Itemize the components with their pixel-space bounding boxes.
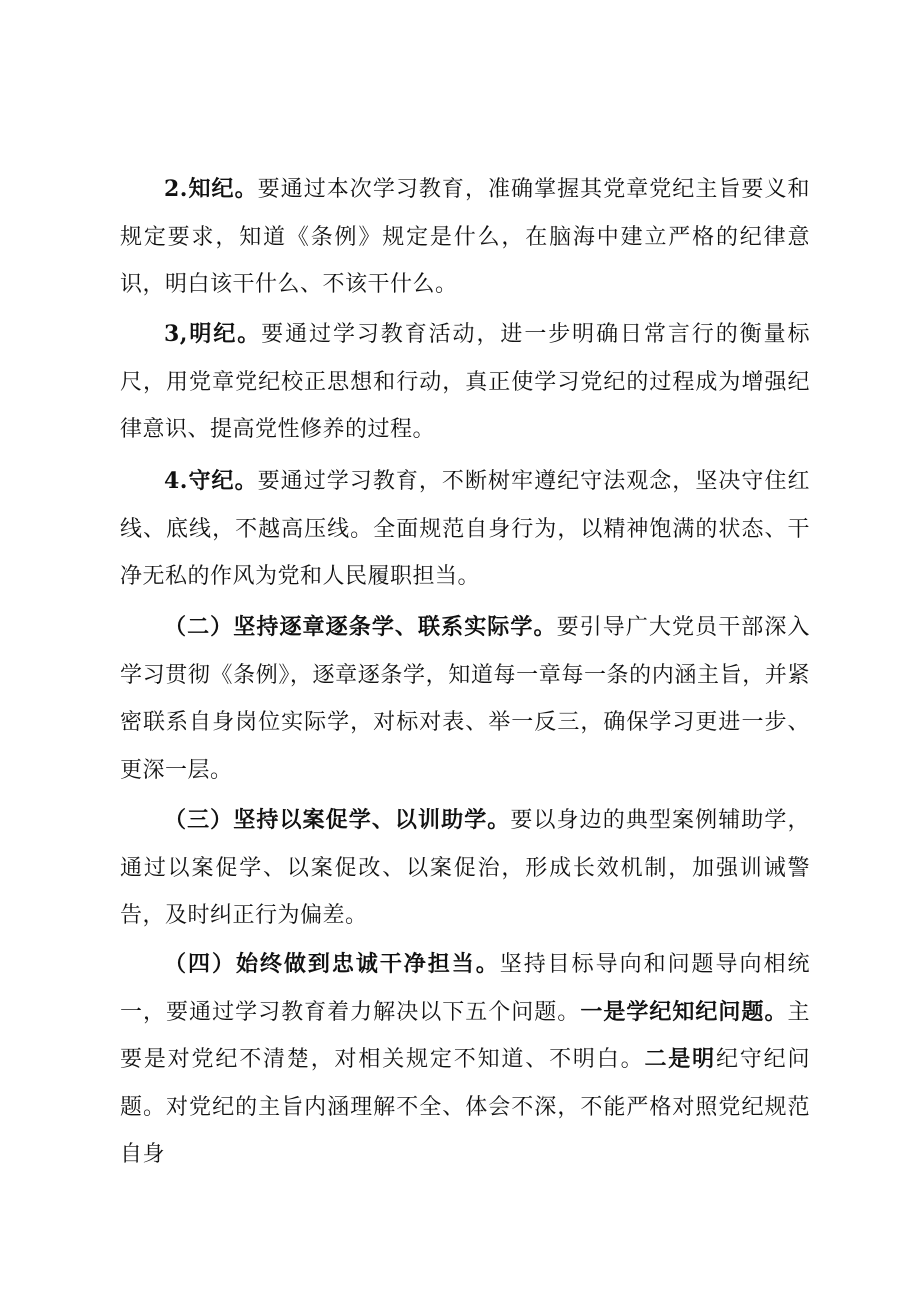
section-heading: （二）坚持逐章逐条学、联系实际学。 bbox=[164, 614, 557, 640]
paragraph-section-three bbox=[120, 797, 810, 940]
paragraph-understand-discipline bbox=[120, 311, 810, 454]
paragraph-text: 要通过本次学习教育，准确掌握其党章党纪主旨要义和规定要求，知道《条例》规定是什么，在脑海中建立严格的纪律意识，明白该干什么、不该干什么。 bbox=[120, 177, 810, 297]
paragraph-text: 要引导广大党员干部深入学习贯彻《条例》，逐章逐条学，知道每一章每一条的内涵主旨，并紧密联系自身岗位实际学，对标对表、举一反三，确保学习更进一步、更深一层。 bbox=[120, 615, 810, 783]
paragraph-text: 主要是对党纪不清楚，对相关规定不知道、不明白。 bbox=[120, 999, 810, 1072]
problem-one-heading: 一是学纪知纪问题。 bbox=[580, 998, 788, 1025]
paragraph-text: 要以身边的典型案例辅助学，通过以案促学、以案促改、以案促治，形成长效机制，加强训诫警告，及时纠正行为偏差。 bbox=[120, 808, 810, 928]
problem-two-heading: 二是明 bbox=[644, 1046, 716, 1072]
paragraph-section-two bbox=[120, 604, 810, 794]
paragraph-text: 纪守纪问题。对党纪的主旨内涵理解不全、体会不深，不能严格对照党纪规范自身 bbox=[120, 1047, 810, 1167]
paragraph-know-discipline bbox=[120, 166, 810, 309]
section-heading: （三）坚持以案促学、以训助学。 bbox=[164, 807, 511, 833]
paragraph-text: 要通过学习教育活动，进一步明确日常言行的衡量标尺，用党章党纪校正思想和行动，真正使学习党纪的过程成为增强纪律意识、提高党性修养的过程。 bbox=[120, 322, 810, 442]
paragraph-lead: 4.守纪。 bbox=[164, 468, 258, 494]
paragraph-keep-discipline bbox=[120, 458, 810, 601]
paragraph-lead: 2.知纪。 bbox=[164, 176, 258, 202]
paragraph-lead: 3,明纪。 bbox=[164, 321, 262, 347]
paragraph-text: 坚持目标导向和问题导向相统一，要通过学习教育着力解决以下五个问题。 bbox=[120, 952, 810, 1025]
paragraph-text: 要通过学习教育，不断树牢遵纪守法观念，坚决守住红线、底线，不越高压线。全面规范自身行为，以精神饱满的状态、干净无私的作风为党和人民履职担当。 bbox=[120, 469, 810, 589]
paragraph-section-four bbox=[120, 941, 810, 1179]
section-heading: （四）始终做到忠诚干净担当。 bbox=[164, 951, 500, 977]
